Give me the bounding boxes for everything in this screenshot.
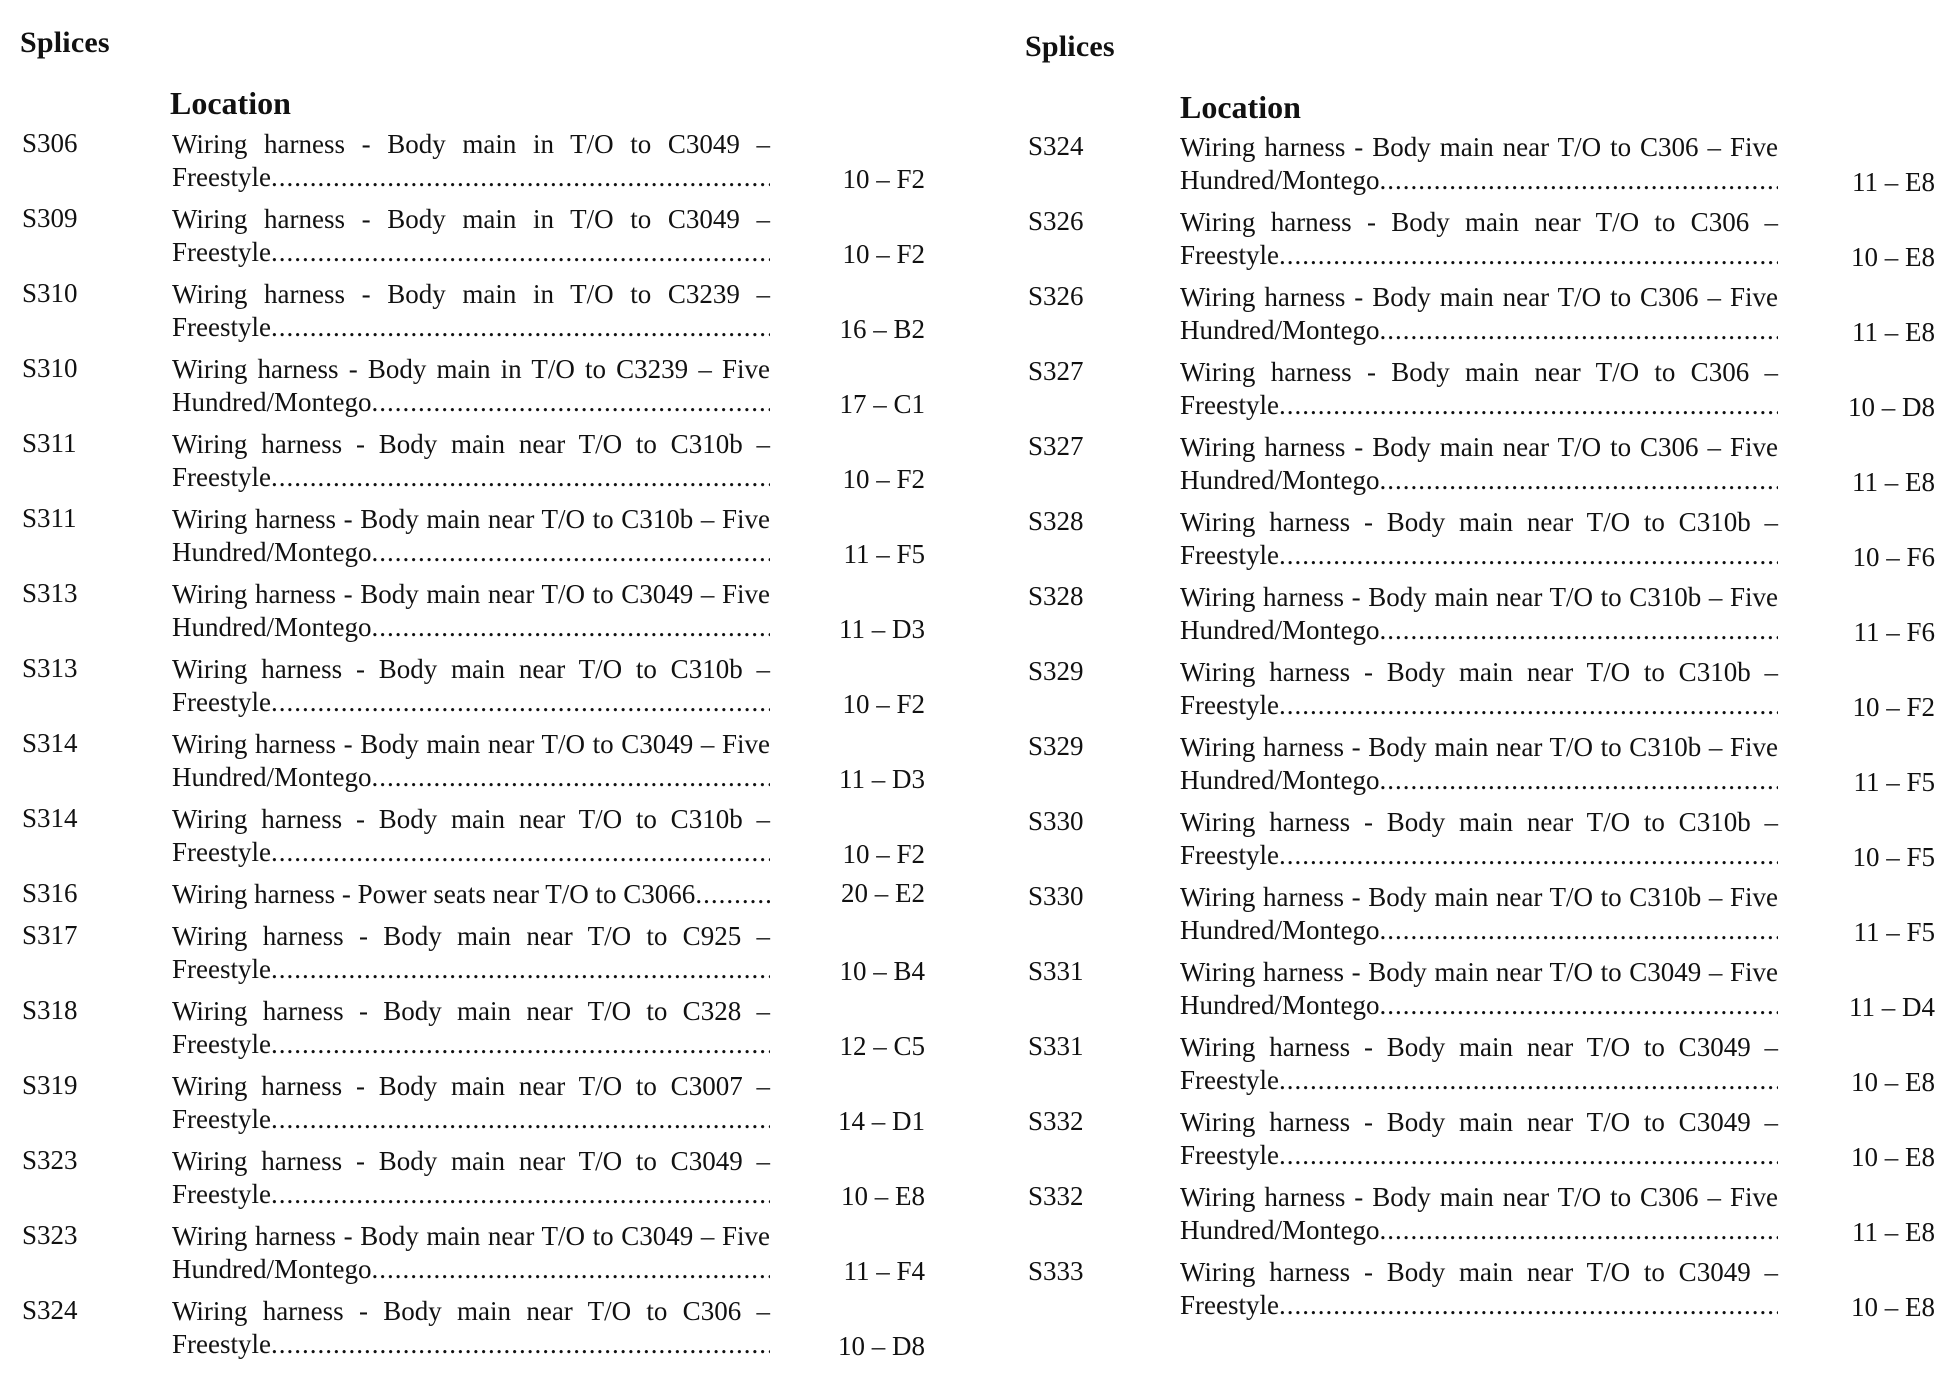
splice-id: S331 [1028, 1031, 1084, 1061]
diagram-reference: 11 – E8 [1852, 317, 1935, 347]
diagram-reference: 10 – D8 [838, 1331, 925, 1361]
location-line-2 [1180, 839, 1778, 872]
location-line-1: Wiring harness - Body main near T/O to C3049 – [1180, 1032, 1778, 1062]
dot-leader [1279, 1064, 1778, 1097]
location-text: Freestyle [1180, 390, 1279, 420]
location-line-2 [172, 461, 770, 494]
splice-location [172, 128, 770, 194]
location-column-header: Location [170, 85, 291, 121]
splice-entry [1005, 1031, 1944, 1106]
splice-id: S309 [22, 203, 78, 233]
splice-entry [0, 278, 940, 353]
location-text: Hundred/Montego [172, 762, 372, 792]
dot-leader [1379, 914, 1778, 947]
location-line-1: Wiring harness - Body main near T/O to C3007 – [172, 1071, 770, 1101]
diagram-reference: 11 – D4 [1849, 992, 1935, 1022]
splice-entry [0, 728, 940, 803]
dot-leader [1379, 764, 1778, 797]
diagram-reference: 10 – F5 [1852, 842, 1935, 872]
splice-id: S332 [1028, 1106, 1084, 1136]
splice-location [1180, 281, 1778, 347]
location-line-2 [1180, 1064, 1778, 1097]
splice-location [172, 503, 770, 569]
location-text: Hundred/Montego [1180, 165, 1380, 195]
splice-entry [0, 203, 940, 278]
diagram-reference: 10 – E8 [1851, 1292, 1935, 1322]
location-line-2 [1180, 989, 1778, 1022]
location-line-2 [1180, 764, 1778, 797]
diagram-reference: 16 – B2 [839, 314, 925, 344]
splice-id: S326 [1028, 281, 1084, 311]
dot-leader [271, 686, 770, 719]
dot-leader [371, 386, 770, 419]
location-text: Hundred/Montego [1180, 990, 1380, 1020]
splice-id: S330 [1028, 806, 1084, 836]
diagram-reference: 10 – F6 [1852, 542, 1935, 572]
location-text: Hundred/Montego [1180, 1215, 1380, 1245]
splice-entry [0, 653, 940, 728]
splice-location [172, 353, 770, 419]
splice-entry [0, 128, 940, 203]
splice-entry [1005, 1106, 1944, 1181]
diagram-reference: 10 – E8 [1851, 1067, 1935, 1097]
location-line-2 [1180, 614, 1778, 647]
splices-column-left [0, 0, 940, 1376]
diagram-reference: 17 – C1 [839, 389, 925, 419]
location-line-2 [172, 611, 770, 644]
location-line-2 [1180, 1139, 1778, 1172]
splice-location [1180, 1181, 1778, 1247]
splice-list [1005, 131, 1944, 1331]
dot-leader [371, 761, 770, 794]
splice-id: S328 [1028, 581, 1084, 611]
splice-id: S326 [1028, 206, 1084, 236]
location-line-1: Wiring harness - Body main near T/O to C306 – Five [1180, 282, 1778, 312]
location-text: Freestyle [172, 687, 271, 717]
location-line-2 [1180, 389, 1778, 422]
splice-location [1180, 131, 1778, 197]
splice-id: S311 [22, 428, 77, 458]
location-line-1: Wiring harness - Body main in T/O to C3049 – [172, 129, 770, 159]
splice-id: S333 [1028, 1256, 1084, 1286]
location-text: Hundred/Montego [172, 1254, 372, 1284]
diagram-reference: 11 – F6 [1853, 617, 1935, 647]
splice-entry [0, 578, 940, 653]
location-text: Freestyle [172, 312, 271, 342]
diagram-reference: 14 – D1 [838, 1106, 925, 1136]
splice-id: S328 [1028, 506, 1084, 536]
diagram-reference: 11 – F5 [843, 539, 925, 569]
location-text: Hundred/Montego [172, 612, 372, 642]
dot-leader [1279, 839, 1778, 872]
diagram-reference: 11 – F5 [1853, 767, 1935, 797]
location-line-1: Wiring harness - Body main near T/O to C310b – [172, 654, 770, 684]
location-text: Freestyle [1180, 1065, 1279, 1095]
splice-entry [0, 803, 940, 878]
dot-leader [271, 311, 770, 344]
splice-entry [0, 353, 940, 428]
dot-leader [271, 1178, 770, 1211]
splice-entry [0, 503, 940, 578]
splice-location [1180, 506, 1778, 572]
location-text: Freestyle [172, 1104, 271, 1134]
location-text: Freestyle [1180, 540, 1279, 570]
diagram-reference: 10 – E8 [1851, 242, 1935, 272]
splice-entry [1005, 656, 1944, 731]
splice-entry [1005, 956, 1944, 1031]
diagram-reference: 11 – F4 [843, 1256, 925, 1286]
splice-location [1180, 581, 1778, 647]
splice-list [0, 128, 940, 1370]
dot-leader [1279, 689, 1778, 722]
location-line-2 [1180, 464, 1778, 497]
splices-column-right [1005, 0, 1944, 1376]
location-line-1: Wiring harness - Body main near T/O to C306 – [1180, 357, 1778, 387]
dot-leader [1379, 989, 1778, 1022]
splice-entry [0, 1220, 940, 1295]
splice-location [1180, 956, 1778, 1022]
location-text: Freestyle [172, 162, 271, 192]
diagram-reference: 10 – F2 [842, 239, 925, 269]
splice-entry [1005, 581, 1944, 656]
splice-id: S313 [22, 653, 78, 683]
location-line-1: Wiring harness - Body main near T/O to C3049 – [1180, 1257, 1778, 1287]
location-line-1: Wiring harness - Body main near T/O to C925 – [172, 921, 770, 951]
splice-entry [1005, 206, 1944, 281]
dot-leader [271, 836, 770, 869]
dot-leader [371, 536, 770, 569]
dot-leader [695, 878, 770, 911]
dot-leader [271, 161, 770, 194]
diagram-reference: 11 – F5 [1853, 917, 1935, 947]
location-text: Hundred/Montego [1180, 615, 1380, 645]
splice-entry [0, 428, 940, 503]
splice-location [172, 803, 770, 869]
splice-id: S319 [22, 1070, 78, 1100]
location-text: Freestyle [172, 1179, 271, 1209]
location-line-1: Wiring harness - Body main in T/O to C3049 – [172, 204, 770, 234]
splice-id: S318 [22, 995, 78, 1025]
location-line-1: Wiring harness - Body main near T/O to C306 – [172, 1296, 770, 1326]
location-text: Freestyle [172, 954, 271, 984]
splice-entry [0, 1145, 940, 1220]
location-line-2 [172, 1328, 770, 1361]
location-text: Freestyle [172, 837, 271, 867]
splice-id: S306 [22, 128, 78, 158]
diagram-reference: 10 – E8 [841, 1181, 925, 1211]
splice-location [1180, 806, 1778, 872]
dot-leader [371, 611, 770, 644]
section-title: Splices [20, 26, 110, 59]
diagram-reference: 10 – F2 [842, 839, 925, 869]
dot-leader [1279, 1289, 1778, 1322]
splice-id: S314 [22, 803, 78, 833]
diagram-reference: 12 – C5 [839, 1031, 925, 1061]
splice-location [1180, 1256, 1778, 1322]
dot-leader [1379, 1214, 1778, 1247]
location-line-2 [1180, 914, 1778, 947]
splice-entry [1005, 1181, 1944, 1256]
dot-leader [271, 1103, 770, 1136]
location-line-1: Wiring harness - Body main near T/O to C3049 – Five [172, 1221, 770, 1251]
location-text: Freestyle [172, 462, 271, 492]
location-line-1: Wiring harness - Body main near T/O to C310b – [1180, 507, 1778, 537]
location-line-1: Wiring harness - Body main near T/O to C310b – Five [1180, 732, 1778, 762]
location-line-2 [1180, 1214, 1778, 1247]
dot-leader [1279, 239, 1778, 272]
location-line-1: Wiring harness - Body main near T/O to C328 – [172, 996, 770, 1026]
location-text: Hundred/Montego [1180, 465, 1380, 495]
location-line-1: Wiring harness - Body main near T/O to C310b – [1180, 807, 1778, 837]
location-line-1: Wiring harness - Body main near T/O to C310b – [1180, 657, 1778, 687]
dot-leader [1379, 464, 1778, 497]
dot-leader [1279, 539, 1778, 572]
location-line-2 [1180, 539, 1778, 572]
location-line-2 [172, 686, 770, 719]
location-line-2 [1180, 1289, 1778, 1322]
location-text: Freestyle [1180, 240, 1279, 270]
diagram-reference: 20 – E2 [841, 878, 925, 908]
splice-id: S327 [1028, 431, 1084, 461]
splice-id: S316 [22, 878, 78, 908]
location-line-1: Wiring harness - Body main near T/O to C306 – Five [1180, 1182, 1778, 1212]
location-line-2 [172, 878, 770, 911]
splice-entry [0, 1070, 940, 1145]
splice-id: S324 [22, 1295, 78, 1325]
splice-entry [1005, 431, 1944, 506]
splice-location [1180, 656, 1778, 722]
diagram-reference: 11 – D3 [839, 614, 925, 644]
location-text: Hundred/Montego [172, 387, 372, 417]
location-line-2 [1180, 689, 1778, 722]
splice-id: S330 [1028, 881, 1084, 911]
location-line-2 [1180, 164, 1778, 197]
splice-entry [0, 878, 940, 920]
location-line-2 [172, 386, 770, 419]
splice-entry [0, 995, 940, 1070]
splice-location [172, 920, 770, 986]
splice-location [172, 1220, 770, 1286]
location-line-2 [172, 1253, 770, 1286]
splice-entry [0, 920, 940, 995]
location-line-2 [172, 1103, 770, 1136]
location-line-2 [172, 953, 770, 986]
diagram-reference: 10 – F2 [842, 689, 925, 719]
splice-location [172, 278, 770, 344]
splice-id: S329 [1028, 656, 1084, 686]
diagram-reference: 11 – D3 [839, 764, 925, 794]
splice-location [172, 203, 770, 269]
dot-leader [271, 953, 770, 986]
location-line-1: Wiring harness - Body main near T/O to C306 – Five [1180, 432, 1778, 462]
splice-id: S317 [22, 920, 78, 950]
location-text: Hundred/Montego [1180, 765, 1380, 795]
location-text: Hundred/Montego [1180, 915, 1380, 945]
diagram-reference: 11 – E8 [1852, 467, 1935, 497]
splice-entry [1005, 356, 1944, 431]
location-line-2 [172, 236, 770, 269]
splice-location [1180, 1106, 1778, 1172]
location-text: Freestyle [1180, 1140, 1279, 1170]
splice-id: S310 [22, 353, 78, 383]
dot-leader [271, 236, 770, 269]
location-text: Freestyle [172, 1029, 271, 1059]
dot-leader [1379, 314, 1778, 347]
location-line-1: Wiring harness - Body main near T/O to C306 – [1180, 207, 1778, 237]
location-line-2 [172, 761, 770, 794]
dot-leader [1279, 389, 1778, 422]
splice-id: S327 [1028, 356, 1084, 386]
splice-location [1180, 356, 1778, 422]
splice-entry [1005, 1256, 1944, 1331]
splice-id: S323 [22, 1220, 78, 1250]
location-text: Freestyle [172, 1329, 271, 1359]
location-text: Freestyle [1180, 840, 1279, 870]
splice-id: S311 [22, 503, 77, 533]
location-line-1: Wiring harness - Body main near T/O to C310b – Five [1180, 582, 1778, 612]
splice-id: S313 [22, 578, 78, 608]
dot-leader [371, 1253, 770, 1286]
location-line-2 [1180, 239, 1778, 272]
splice-id: S314 [22, 728, 78, 758]
splice-location [172, 878, 770, 911]
splice-location [1180, 431, 1778, 497]
location-line-2 [172, 1178, 770, 1211]
location-line-2 [172, 536, 770, 569]
location-line-1: Wiring harness - Body main near T/O to C310b – Five [1180, 882, 1778, 912]
location-line-1: Wiring harness - Body main near T/O to C3049 – Five [172, 729, 770, 759]
splice-id: S310 [22, 278, 78, 308]
location-text: Freestyle [172, 237, 271, 267]
diagram-reference: 10 – F2 [842, 164, 925, 194]
splice-location [172, 995, 770, 1061]
location-line-1: Wiring harness - Body main near T/O to C3049 – Five [1180, 957, 1778, 987]
location-line-2 [1180, 314, 1778, 347]
diagram-reference: 10 – B4 [839, 956, 925, 986]
splice-id: S331 [1028, 956, 1084, 986]
location-line-1: Wiring harness - Body main near T/O to C310b – Five [172, 504, 770, 534]
splice-id: S323 [22, 1145, 78, 1175]
location-text: Freestyle [1180, 690, 1279, 720]
splice-location [1180, 881, 1778, 947]
splice-id: S324 [1028, 131, 1084, 161]
splice-location [172, 728, 770, 794]
splice-location [1180, 206, 1778, 272]
diagram-reference: 10 – F2 [1852, 692, 1935, 722]
location-line-1: Wiring harness - Body main near T/O to C306 – Five [1180, 132, 1778, 162]
splice-location [172, 1145, 770, 1211]
location-line-1: Wiring harness - Body main in T/O to C3239 – Five [172, 354, 770, 384]
location-text: Wiring harness - Power seats near T/O to C3066 [172, 879, 696, 909]
diagram-reference: 10 – F2 [842, 464, 925, 494]
location-text: Hundred/Montego [172, 537, 372, 567]
splice-entry [1005, 806, 1944, 881]
splice-location [172, 653, 770, 719]
diagram-reference: 11 – E8 [1852, 167, 1935, 197]
splice-id: S329 [1028, 731, 1084, 761]
diagram-reference: 10 – E8 [1851, 1142, 1935, 1172]
splice-location [172, 428, 770, 494]
splice-location [1180, 731, 1778, 797]
dot-leader [1279, 1139, 1778, 1172]
location-text: Hundred/Montego [1180, 315, 1380, 345]
splice-location [172, 1070, 770, 1136]
location-line-1: Wiring harness - Body main near T/O to C310b – [172, 429, 770, 459]
section-title: Splices [1025, 30, 1115, 63]
splice-id: S332 [1028, 1181, 1084, 1211]
location-line-1: Wiring harness - Body main near T/O to C3049 – [172, 1146, 770, 1176]
location-line-2 [172, 161, 770, 194]
dot-leader [271, 1328, 770, 1361]
location-line-1: Wiring harness - Body main near T/O to C310b – [172, 804, 770, 834]
location-line-1: Wiring harness - Body main near T/O to C3049 – [1180, 1107, 1778, 1137]
splice-entry [1005, 281, 1944, 356]
location-line-2 [172, 1028, 770, 1061]
dot-leader [1379, 164, 1778, 197]
splice-entry [1005, 881, 1944, 956]
splice-entry [1005, 131, 1944, 206]
dot-leader [1379, 614, 1778, 647]
splice-location [172, 578, 770, 644]
splice-location [172, 1295, 770, 1361]
dot-leader [271, 1028, 770, 1061]
location-line-1: Wiring harness - Body main in T/O to C3239 – [172, 279, 770, 309]
splice-location [1180, 1031, 1778, 1097]
location-text: Freestyle [1180, 1290, 1279, 1320]
diagram-reference: 10 – D8 [1848, 392, 1935, 422]
diagram-reference: 11 – E8 [1852, 1217, 1935, 1247]
dot-leader [271, 461, 770, 494]
location-column-header: Location [1180, 89, 1301, 125]
location-line-2 [172, 311, 770, 344]
splice-entry [1005, 731, 1944, 806]
splice-entry [0, 1295, 940, 1370]
splice-entry [1005, 506, 1944, 581]
location-line-2 [172, 836, 770, 869]
location-line-1: Wiring harness - Body main near T/O to C3049 – Five [172, 579, 770, 609]
